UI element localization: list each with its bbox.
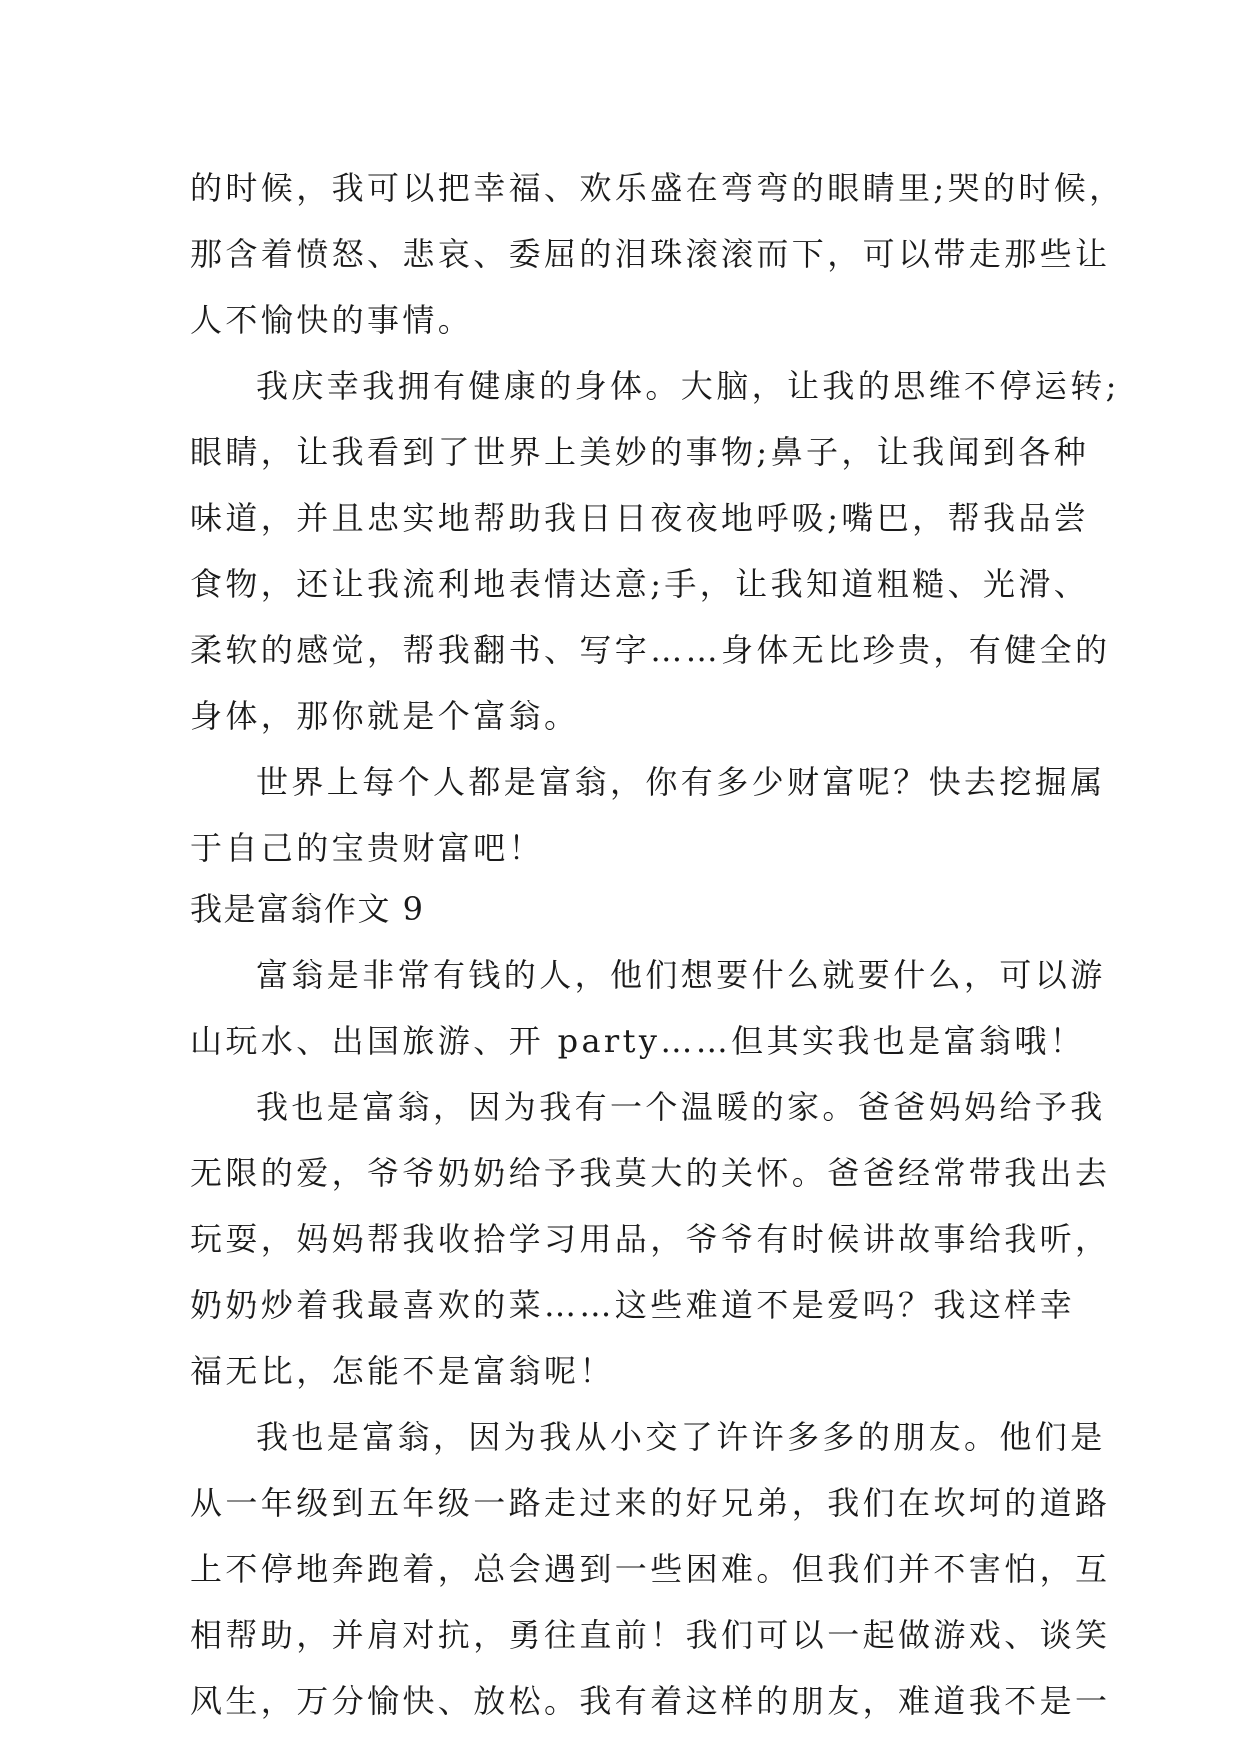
text-line: 味道，并且忠实地帮助我日日夜夜地呼吸;嘴巴，帮我品尝 (190, 499, 1090, 537)
text-line: 柔软的感觉，帮我翻书、写字……身体无比珍贵，有健全的 (190, 631, 1111, 669)
text-line: 于自己的宝贵财富吧！ (190, 829, 545, 867)
paragraph-start-line: 富翁是非常有钱的人，他们想要什么就要什么，可以游 (256, 956, 1106, 994)
text-line: 奶奶炒着我最喜欢的菜……这些难道不是爱吗？我这样幸 (190, 1286, 1076, 1324)
text-line: 食物，还让我流利地表情达意;手，让我知道粗糙、光滑、 (190, 565, 1090, 603)
text-line: 上不停地奔跑着，总会遇到一些困难。但我们并不害怕，互 (190, 1550, 1111, 1588)
text-line: 相帮助，并肩对抗，勇往直前！我们可以一起做游戏、谈笑 (190, 1616, 1111, 1654)
text-line: 玩耍，妈妈帮我收拾学习用品，爷爷有时候讲故事给我听， (190, 1220, 1111, 1258)
text-line: 那含着愤怒、悲哀、委屈的泪珠滚滚而下，可以带走那些让 (190, 235, 1111, 273)
paragraph-start-line: 我庆幸我拥有健康的身体。大脑，让我的思维不停运转; (256, 367, 1120, 405)
paragraph-start-line: 我也是富翁，因为我从小交了许许多多的朋友。他们是 (256, 1418, 1106, 1456)
paragraph-start-line: 世界上每个人都是富翁，你有多少财富呢？快去挖掘属 (256, 763, 1106, 801)
text-line: 从一年级到五年级一路走过来的好兄弟，我们在坎坷的道路 (190, 1484, 1111, 1522)
section-heading: 我是富翁作文 9 (190, 890, 425, 928)
text-line: 风生，万分愉快、放松。我有着这样的朋友，难道我不是一 (190, 1682, 1111, 1720)
paragraph-start-line: 我也是富翁，因为我有一个温暖的家。爸爸妈妈给予我 (256, 1088, 1106, 1126)
text-line: 无限的爱，爷爷奶奶给予我莫大的关怀。爸爸经常带我出去 (190, 1154, 1111, 1192)
text-line: 身体，那你就是个富翁。 (190, 697, 580, 735)
text-line: 眼睛，让我看到了世界上美妙的事物;鼻子，让我闻到各种 (190, 433, 1090, 471)
text-line: 山玩水、出国旅游、开 party……但其实我也是富翁哦！ (190, 1022, 1086, 1060)
text-line: 福无比，怎能不是富翁呢！ (190, 1352, 615, 1390)
text-line: 人不愉快的事情。 (190, 301, 474, 339)
text-line: 的时候，我可以把幸福、欢乐盛在弯弯的眼睛里;哭的时候， (190, 169, 1125, 207)
